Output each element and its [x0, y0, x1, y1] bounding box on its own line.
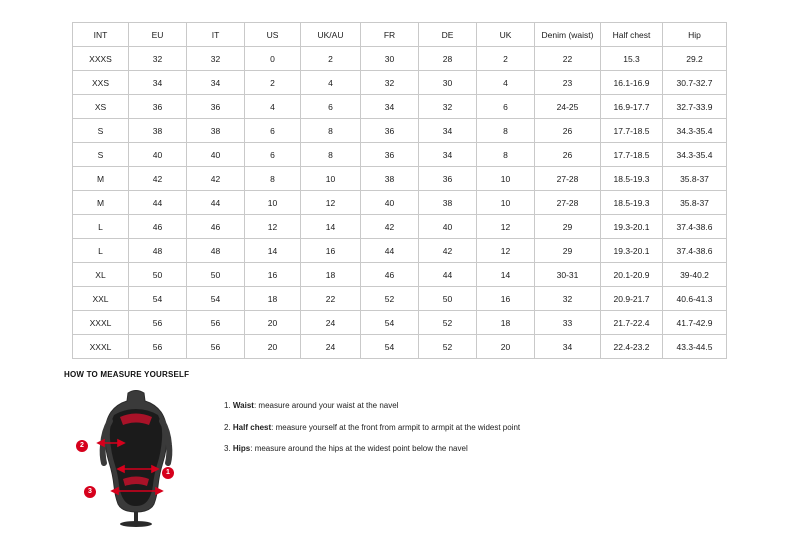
column-header: INT [73, 23, 129, 47]
table-row [73, 95, 727, 119]
measure-note-number: 3. [224, 444, 233, 454]
table-cell: 16.9-17.7 [601, 95, 663, 119]
table-cell: 35.8-37 [663, 191, 727, 215]
table-cell: 29 [535, 215, 601, 239]
table-cell: 29 [535, 239, 601, 263]
table-cell: 52 [419, 311, 477, 335]
table-cell: 18 [301, 263, 361, 287]
table-cell: 34 [129, 71, 187, 95]
measure-note [224, 401, 520, 411]
measure-note-term: Waist [232, 401, 254, 410]
table-cell: 32 [361, 71, 419, 95]
table-cell: 16 [477, 287, 535, 311]
table-cell: 48 [129, 239, 187, 263]
table-cell: 54 [361, 335, 419, 359]
badge-half-chest: 2 [76, 440, 88, 452]
table-cell: 40 [129, 143, 187, 167]
table-cell: 22 [301, 287, 361, 311]
column-header: IT [187, 23, 245, 47]
table-row [73, 263, 727, 287]
table-cell: M [73, 191, 129, 215]
table-cell: 2 [245, 71, 301, 95]
table-cell: 6 [245, 119, 301, 143]
mannequin-illustration [76, 387, 196, 527]
table-row [73, 119, 727, 143]
table-row [73, 167, 727, 191]
table-cell: 20 [477, 335, 535, 359]
table-cell: 40.6-41.3 [663, 287, 727, 311]
measure-note-number: 1. [224, 401, 233, 410]
table-cell: 36 [187, 95, 245, 119]
table-cell: XL [73, 263, 129, 287]
table-cell: 30-31 [535, 263, 601, 287]
table-cell: 30 [361, 47, 419, 71]
table-cell: 38 [129, 119, 187, 143]
table-cell: 41.7-42.9 [663, 311, 727, 335]
table-cell: 32 [535, 287, 601, 311]
table-cell: 36 [361, 143, 419, 167]
table-cell: 32.7-33.9 [663, 95, 727, 119]
table-cell: 29.2 [663, 47, 727, 71]
table-cell: 18.5-19.3 [601, 167, 663, 191]
measure-note-number: 2. [224, 422, 233, 432]
table-cell: 42 [361, 215, 419, 239]
table-cell: 32 [419, 95, 477, 119]
table-cell: 44 [187, 191, 245, 215]
column-header: US [245, 23, 301, 47]
table-cell: 8 [477, 143, 535, 167]
table-cell: 46 [187, 215, 245, 239]
column-header: Denim (waist) [535, 23, 601, 47]
table-cell: XXS [73, 71, 129, 95]
table-cell: 56 [129, 311, 187, 335]
mannequin-figure [76, 387, 196, 527]
table-cell: XS [73, 95, 129, 119]
table-cell: 17.7-18.5 [601, 143, 663, 167]
table-cell: 44 [129, 191, 187, 215]
table-cell: 10 [477, 191, 535, 215]
table-header-row [73, 23, 727, 47]
table-cell: 42 [419, 239, 477, 263]
table-cell: 56 [187, 311, 245, 335]
table-cell: 48 [187, 239, 245, 263]
table-cell: 40 [187, 143, 245, 167]
table-cell: 56 [129, 335, 187, 359]
table-cell: 8 [245, 167, 301, 191]
measure-note [224, 423, 520, 433]
column-header: Half chest [601, 23, 663, 47]
table-cell: L [73, 239, 129, 263]
table-cell: 12 [477, 215, 535, 239]
how-to-measure-section [64, 370, 764, 527]
column-header: FR [361, 23, 419, 47]
table-cell: 30.7-32.7 [663, 71, 727, 95]
table-cell: 30 [419, 71, 477, 95]
table-cell: L [73, 215, 129, 239]
table-cell: 50 [187, 263, 245, 287]
table-cell: 6 [477, 95, 535, 119]
table-cell: 12 [301, 191, 361, 215]
table-row [73, 311, 727, 335]
measure-note-text: : measure yourself at the front from armpit to armpit at the widest point [271, 422, 521, 432]
table-cell: 8 [301, 119, 361, 143]
table-cell: 22 [535, 47, 601, 71]
table-cell: 20.1-20.9 [601, 263, 663, 287]
table-cell: 27-28 [535, 167, 601, 191]
table-cell: 16 [245, 263, 301, 287]
table-cell: XXL [73, 287, 129, 311]
table-cell: 50 [129, 263, 187, 287]
table-cell: 39-40.2 [663, 263, 727, 287]
measure-note [224, 444, 520, 454]
table-cell: 14 [245, 239, 301, 263]
table-cell: 34 [419, 143, 477, 167]
table-cell: 2 [301, 47, 361, 71]
table-cell: 27-28 [535, 191, 601, 215]
table-cell: 26 [535, 119, 601, 143]
table-cell: 32 [187, 47, 245, 71]
table-cell: 54 [361, 311, 419, 335]
table-cell: 34 [187, 71, 245, 95]
table-cell: 19.3-20.1 [601, 239, 663, 263]
table-cell: 28 [419, 47, 477, 71]
table-cell: XXXS [73, 47, 129, 71]
table-cell: 2 [477, 47, 535, 71]
table-cell: 14 [301, 215, 361, 239]
column-header: UK [477, 23, 535, 47]
table-cell: 20 [245, 335, 301, 359]
how-to-measure-title: HOW TO MEASURE YOURSELF [64, 370, 190, 379]
table-cell: 10 [301, 167, 361, 191]
table-cell: 24 [301, 335, 361, 359]
badge-hips: 3 [84, 486, 96, 498]
table-row [73, 47, 727, 71]
table-cell: 34 [361, 95, 419, 119]
table-row [73, 287, 727, 311]
table-row [73, 191, 727, 215]
table-cell: 38 [361, 167, 419, 191]
measure-note-text: : measure around the hips at the widest point below the navel [250, 444, 468, 454]
table-cell: 0 [245, 47, 301, 71]
table-cell: 21.7-22.4 [601, 311, 663, 335]
measure-note-term: Half chest [232, 422, 272, 432]
column-header: DE [419, 23, 477, 47]
table-cell: 8 [477, 119, 535, 143]
table-cell: 54 [129, 287, 187, 311]
size-chart-table [72, 22, 727, 359]
table-cell: M [73, 167, 129, 191]
table-cell: 46 [129, 215, 187, 239]
table-cell: 4 [245, 95, 301, 119]
table-cell: 20 [245, 311, 301, 335]
table-cell: XXXL [73, 311, 129, 335]
table-body [73, 47, 727, 359]
table-cell: 20.9-21.7 [601, 287, 663, 311]
table-cell: 15.3 [601, 47, 663, 71]
table-cell: 10 [477, 167, 535, 191]
table-cell: 18 [477, 311, 535, 335]
table-cell: S [73, 143, 129, 167]
table-cell: 40 [361, 191, 419, 215]
table-cell: 32 [129, 47, 187, 71]
table-cell: 18 [245, 287, 301, 311]
measure-note-term: Hips [232, 444, 251, 454]
table-cell: 22.4-23.2 [601, 335, 663, 359]
table-cell: 42 [129, 167, 187, 191]
table-cell: 44 [419, 263, 477, 287]
measure-note-text: : measure around your waist at the navel [253, 401, 399, 410]
column-header: Hip [663, 23, 727, 47]
table-cell: 50 [419, 287, 477, 311]
table-row [73, 215, 727, 239]
table-cell: 17.7-18.5 [601, 119, 663, 143]
table-cell: 34.3-35.4 [663, 119, 727, 143]
table-cell: 34 [535, 335, 601, 359]
table-cell: 24-25 [535, 95, 601, 119]
table-cell: 33 [535, 311, 601, 335]
table-cell: 54 [187, 287, 245, 311]
table-cell: 36 [419, 167, 477, 191]
table-cell: S [73, 119, 129, 143]
table-cell: 42 [187, 167, 245, 191]
table-cell: 6 [245, 143, 301, 167]
table-cell: 23 [535, 71, 601, 95]
table-cell: 10 [245, 191, 301, 215]
table-cell: 14 [477, 263, 535, 287]
table-cell: 43.3-44.5 [663, 335, 727, 359]
table-cell: 6 [301, 95, 361, 119]
table-cell: 52 [419, 335, 477, 359]
table-cell: 12 [477, 239, 535, 263]
table-cell: 46 [361, 263, 419, 287]
table-cell: 12 [245, 215, 301, 239]
column-header: UK/AU [301, 23, 361, 47]
table-cell: 52 [361, 287, 419, 311]
table-cell: 18.5-19.3 [601, 191, 663, 215]
table-cell: 16.1-16.9 [601, 71, 663, 95]
table-cell: 4 [301, 71, 361, 95]
table-cell: 19.3-20.1 [601, 215, 663, 239]
table-row [73, 335, 727, 359]
table-cell: 35.8-37 [663, 167, 727, 191]
table-cell: 37.4-38.6 [663, 215, 727, 239]
column-header: EU [129, 23, 187, 47]
table-cell: 36 [129, 95, 187, 119]
table-cell: 4 [477, 71, 535, 95]
how-to-measure-body [64, 387, 764, 527]
table-cell: 56 [187, 335, 245, 359]
table-row [73, 71, 727, 95]
table-cell: XXXL [73, 335, 129, 359]
table-cell: 16 [301, 239, 361, 263]
table-cell: 36 [361, 119, 419, 143]
table-cell: 37.4-38.6 [663, 239, 727, 263]
table-cell: 8 [301, 143, 361, 167]
table-cell: 38 [187, 119, 245, 143]
measure-notes [224, 387, 520, 466]
table-cell: 40 [419, 215, 477, 239]
table-cell: 44 [361, 239, 419, 263]
badge-waist: 1 [162, 467, 174, 479]
table-cell: 34.3-35.4 [663, 143, 727, 167]
table-cell: 24 [301, 311, 361, 335]
table-row [73, 143, 727, 167]
table-cell: 26 [535, 143, 601, 167]
table-row [73, 239, 727, 263]
table-cell: 38 [419, 191, 477, 215]
table-cell: 34 [419, 119, 477, 143]
